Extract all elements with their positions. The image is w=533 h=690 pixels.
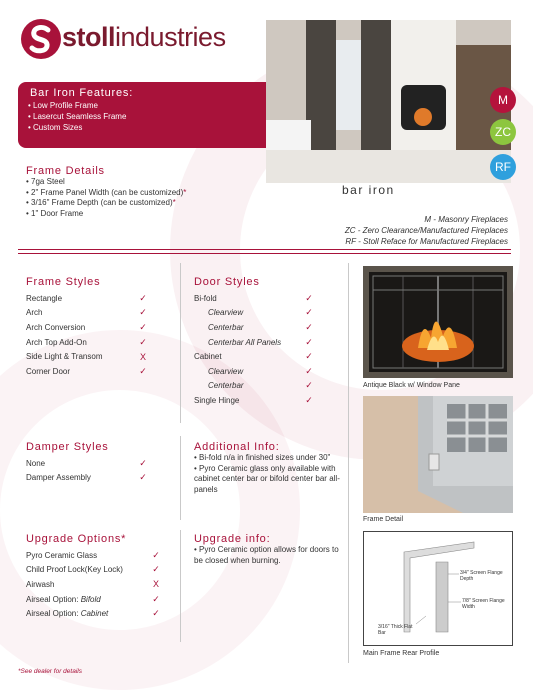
option-row xyxy=(26,548,166,563)
antique-black-door-photo xyxy=(363,266,513,378)
available-checkmark: ✓ xyxy=(305,394,313,405)
available-checkmark: ✓ xyxy=(305,307,313,318)
frame-detail-item: • 3/16" Frame Depth (can be customized)* xyxy=(26,198,276,209)
reface-badge: RF xyxy=(490,154,516,180)
unavailable-mark: X xyxy=(152,579,159,590)
brand-wordmark: stollindustries xyxy=(62,22,226,52)
option-label: Arch Conversion xyxy=(26,322,86,332)
divider-top-2 xyxy=(18,253,511,254)
frame-detail-item: • 1" Door Frame xyxy=(26,209,276,220)
option-row xyxy=(194,320,319,335)
upgrade-options-table xyxy=(26,548,166,621)
option-label: Bi-fold xyxy=(194,293,217,303)
additional-info xyxy=(194,441,344,495)
option-row xyxy=(194,291,319,306)
frame-details-title: Frame Details xyxy=(26,165,105,177)
available-checkmark: ✓ xyxy=(305,380,313,391)
fireplace-legend: M - Masonry Fireplaces ZC - Zero Clearance/Manufactured Fireplaces RF - Stoll Reface for Manufactured Fireplaces xyxy=(344,215,508,246)
antique-black-caption: Antique Black w/ Window Pane xyxy=(363,382,460,389)
option-label: Rectangle xyxy=(26,293,63,303)
option-label: Corner Door xyxy=(26,366,71,376)
option-row xyxy=(26,606,166,621)
list-item: • Lasercut Seamless Frame xyxy=(28,111,126,122)
additional-info-list xyxy=(194,453,344,495)
option-row xyxy=(26,577,166,592)
option-label: Airseal Option: Cabinet xyxy=(26,609,109,619)
available-checkmark: ✓ xyxy=(139,365,147,376)
available-checkmark: ✓ xyxy=(305,321,313,332)
column-divider xyxy=(180,263,181,423)
screen-width-label: 7/8" Screen Flange Width xyxy=(462,598,505,610)
option-label: Arch Top Add-On xyxy=(26,337,87,347)
available-checkmark: ✓ xyxy=(305,351,313,362)
zero-clearance-badge: ZC xyxy=(490,119,516,145)
option-row xyxy=(26,291,153,306)
frame-styles-table xyxy=(26,291,153,379)
damper-styles-title: Damper Styles xyxy=(26,441,109,453)
list-item: • Custom Sizes xyxy=(28,122,126,133)
available-checkmark: ✓ xyxy=(139,336,147,347)
damper-styles xyxy=(26,441,153,485)
upgrade-info-list xyxy=(194,545,344,566)
option-label: Clearview xyxy=(208,366,244,376)
column-divider xyxy=(180,436,181,520)
option-row xyxy=(194,379,319,394)
available-checkmark: ✓ xyxy=(152,608,160,619)
option-row xyxy=(194,364,319,379)
option-label: Single Hinge xyxy=(194,395,240,405)
option-row xyxy=(194,306,319,321)
door-styles-title: Door Styles xyxy=(194,276,260,288)
upgrade-info-title: Upgrade info: xyxy=(194,533,271,545)
upgrade-options-title: Upgrade Options* xyxy=(26,533,127,545)
option-row xyxy=(26,456,153,471)
option-row xyxy=(26,320,153,335)
option-row xyxy=(26,364,153,379)
divider-top xyxy=(18,249,511,250)
option-label: Clearview xyxy=(208,308,244,318)
rear-profile-diagram xyxy=(363,531,513,646)
hero-photo xyxy=(266,20,511,183)
available-checkmark: ✓ xyxy=(139,292,147,303)
option-row xyxy=(26,306,153,321)
option-label: Airseal Option: Bifold xyxy=(26,594,101,604)
option-label: Airwash xyxy=(26,579,55,589)
rear-profile-caption: Main Frame Rear Profile xyxy=(363,650,440,657)
option-label: Centerbar xyxy=(208,381,244,391)
unavailable-mark: X xyxy=(139,351,146,362)
option-row xyxy=(194,393,319,408)
list-item: • Bi-fold n/a in finished sizes under 30" xyxy=(194,453,344,464)
frame-details xyxy=(26,165,276,219)
option-row xyxy=(194,335,319,350)
column-divider xyxy=(348,263,349,663)
option-row xyxy=(26,335,153,350)
frame-styles-title: Frame Styles xyxy=(26,276,101,288)
upgrade-info xyxy=(194,533,344,566)
frame-detail-item: • 7ga Steel xyxy=(26,177,276,188)
available-checkmark: ✓ xyxy=(139,307,147,318)
option-label: Arch xyxy=(26,308,43,318)
available-checkmark: ✓ xyxy=(305,292,313,303)
option-row xyxy=(26,563,166,578)
option-label: Damper Assembly xyxy=(26,473,91,483)
available-checkmark: ✓ xyxy=(305,336,313,347)
option-label: Centerbar All Panels xyxy=(208,337,282,347)
frame-styles xyxy=(26,276,153,379)
door-styles-table xyxy=(194,291,319,408)
frame-detail-caption: Frame Detail xyxy=(363,516,404,523)
available-checkmark: ✓ xyxy=(152,549,160,560)
available-checkmark: ✓ xyxy=(152,564,160,575)
option-row xyxy=(26,349,153,364)
available-checkmark: ✓ xyxy=(139,472,147,483)
option-label: Side Light & Transom xyxy=(26,352,103,362)
option-row xyxy=(26,471,153,486)
list-item: • Pyro Ceramic glass only available with cabinet center bar or bifold center bar all-panels xyxy=(194,464,344,496)
features-list xyxy=(28,100,126,133)
available-checkmark: ✓ xyxy=(139,321,147,332)
upgrade-options xyxy=(26,533,166,621)
option-label: Child Proof Lock(Key Lock) xyxy=(26,565,123,575)
frame-detail-item: • 2" Frame Panel Width (can be customized)* xyxy=(26,188,276,199)
option-label: Cabinet xyxy=(194,352,222,362)
frame-detail-photo xyxy=(363,396,513,513)
dealer-footnote: *See dealer for details xyxy=(18,668,82,675)
damper-styles-table xyxy=(26,456,153,485)
screen-depth-label: 3/4" Screen Flange Depth xyxy=(460,570,503,582)
flat-bar-label: 3/16" Thick Flat Bar xyxy=(378,624,413,636)
list-item: • Low Profile Frame xyxy=(28,100,126,111)
option-label: None xyxy=(26,458,46,468)
available-checkmark: ✓ xyxy=(139,457,147,468)
option-label: Centerbar xyxy=(208,322,244,332)
door-styles xyxy=(194,276,319,408)
hero-caption: bar iron xyxy=(342,183,395,197)
available-checkmark: ✓ xyxy=(152,593,160,604)
stoll-logo-icon xyxy=(20,18,62,60)
option-row xyxy=(194,349,319,364)
frame-details-list xyxy=(26,177,276,219)
option-row xyxy=(26,592,166,607)
additional-info-title: Additional Info: xyxy=(194,441,280,453)
features-title: Bar Iron Features: xyxy=(30,87,134,99)
available-checkmark: ✓ xyxy=(305,365,313,376)
option-label: Pyro Ceramic Glass xyxy=(26,550,98,560)
features-box xyxy=(18,82,274,148)
masonry-badge: M xyxy=(490,87,516,113)
column-divider xyxy=(180,530,181,642)
list-item: • Pyro Ceramic option allows for doors to be closed when burning. xyxy=(194,545,344,566)
